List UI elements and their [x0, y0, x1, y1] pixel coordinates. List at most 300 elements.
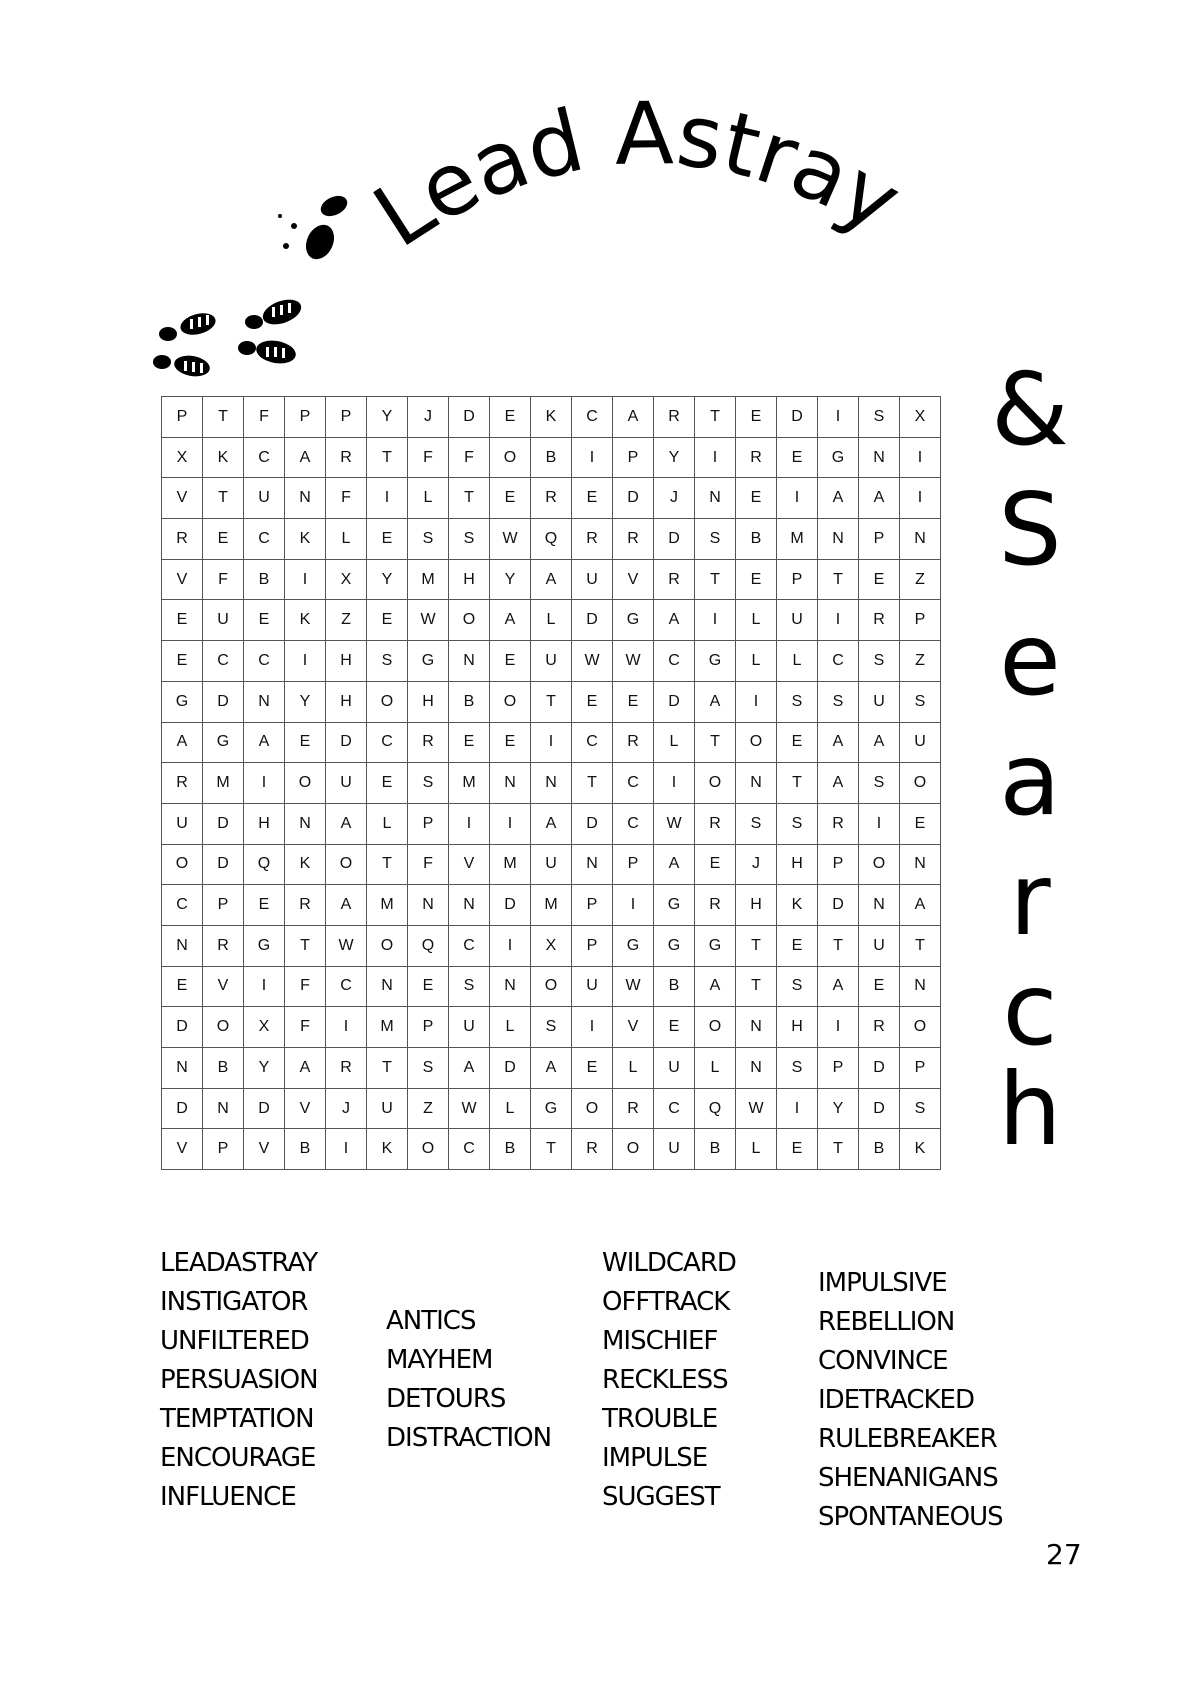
grid-cell[interactable]: S: [449, 519, 490, 560]
grid-cell[interactable]: O: [695, 763, 736, 804]
grid-cell[interactable]: V: [285, 1088, 326, 1129]
grid-cell[interactable]: K: [285, 519, 326, 560]
grid-cell[interactable]: K: [777, 885, 818, 926]
grid-cell[interactable]: A: [449, 1048, 490, 1089]
grid-cell[interactable]: G: [654, 885, 695, 926]
grid-cell[interactable]: C: [613, 763, 654, 804]
grid-cell[interactable]: N: [285, 803, 326, 844]
grid-cell[interactable]: I: [490, 803, 531, 844]
grid-cell[interactable]: I: [613, 885, 654, 926]
grid-cell[interactable]: U: [162, 803, 203, 844]
grid-cell[interactable]: T: [285, 925, 326, 966]
grid-cell[interactable]: G: [162, 681, 203, 722]
grid-cell[interactable]: A: [695, 966, 736, 1007]
grid-cell[interactable]: I: [367, 478, 408, 519]
grid-cell[interactable]: A: [531, 559, 572, 600]
grid-cell[interactable]: E: [654, 1007, 695, 1048]
grid-cell[interactable]: N: [695, 478, 736, 519]
grid-cell[interactable]: N: [203, 1088, 244, 1129]
grid-cell[interactable]: U: [859, 681, 900, 722]
grid-cell[interactable]: M: [408, 559, 449, 600]
grid-cell[interactable]: X: [162, 437, 203, 478]
grid-cell[interactable]: Y: [285, 681, 326, 722]
grid-cell[interactable]: F: [285, 1007, 326, 1048]
grid-cell[interactable]: E: [900, 803, 941, 844]
grid-cell[interactable]: I: [818, 1007, 859, 1048]
grid-cell[interactable]: S: [531, 1007, 572, 1048]
grid-cell[interactable]: Y: [490, 559, 531, 600]
grid-cell[interactable]: T: [695, 559, 736, 600]
grid-cell[interactable]: F: [408, 844, 449, 885]
grid-cell[interactable]: U: [654, 1048, 695, 1089]
grid-cell[interactable]: O: [326, 844, 367, 885]
grid-cell[interactable]: E: [162, 641, 203, 682]
grid-cell[interactable]: C: [572, 722, 613, 763]
grid-cell[interactable]: D: [203, 803, 244, 844]
grid-cell[interactable]: G: [695, 925, 736, 966]
grid-cell[interactable]: E: [736, 397, 777, 438]
grid-cell[interactable]: S: [777, 803, 818, 844]
grid-cell[interactable]: E: [613, 681, 654, 722]
grid-cell[interactable]: C: [654, 1088, 695, 1129]
grid-cell[interactable]: I: [572, 1007, 613, 1048]
grid-cell[interactable]: K: [367, 1129, 408, 1170]
grid-cell[interactable]: R: [695, 885, 736, 926]
grid-cell[interactable]: O: [162, 844, 203, 885]
grid-cell[interactable]: L: [326, 519, 367, 560]
grid-cell[interactable]: G: [408, 641, 449, 682]
grid-cell[interactable]: O: [900, 1007, 941, 1048]
grid-cell[interactable]: T: [818, 925, 859, 966]
grid-cell[interactable]: L: [490, 1088, 531, 1129]
grid-cell[interactable]: G: [203, 722, 244, 763]
grid-cell[interactable]: D: [859, 1048, 900, 1089]
grid-cell[interactable]: E: [367, 519, 408, 560]
grid-cell[interactable]: P: [572, 885, 613, 926]
grid-cell[interactable]: E: [736, 559, 777, 600]
grid-cell[interactable]: O: [572, 1088, 613, 1129]
grid-cell[interactable]: S: [777, 966, 818, 1007]
grid-cell[interactable]: M: [531, 885, 572, 926]
grid-cell[interactable]: E: [736, 478, 777, 519]
grid-cell[interactable]: E: [490, 641, 531, 682]
grid-cell[interactable]: N: [449, 885, 490, 926]
grid-cell[interactable]: L: [408, 478, 449, 519]
grid-cell[interactable]: A: [900, 885, 941, 926]
grid-cell[interactable]: D: [203, 681, 244, 722]
grid-cell[interactable]: D: [203, 844, 244, 885]
grid-cell[interactable]: V: [203, 966, 244, 1007]
grid-cell[interactable]: C: [818, 641, 859, 682]
grid-cell[interactable]: M: [203, 763, 244, 804]
grid-cell[interactable]: B: [285, 1129, 326, 1170]
grid-cell[interactable]: L: [490, 1007, 531, 1048]
grid-cell[interactable]: L: [654, 722, 695, 763]
grid-cell[interactable]: L: [777, 641, 818, 682]
grid-cell[interactable]: L: [531, 600, 572, 641]
grid-cell[interactable]: W: [449, 1088, 490, 1129]
grid-cell[interactable]: A: [859, 722, 900, 763]
grid-cell[interactable]: T: [818, 559, 859, 600]
grid-cell[interactable]: N: [818, 519, 859, 560]
grid-cell[interactable]: J: [736, 844, 777, 885]
grid-cell[interactable]: D: [326, 722, 367, 763]
grid-cell[interactable]: M: [490, 844, 531, 885]
grid-cell[interactable]: E: [285, 722, 326, 763]
grid-cell[interactable]: A: [531, 1048, 572, 1089]
grid-cell[interactable]: T: [572, 763, 613, 804]
grid-cell[interactable]: A: [695, 681, 736, 722]
grid-cell[interactable]: P: [408, 803, 449, 844]
grid-cell[interactable]: U: [203, 600, 244, 641]
grid-cell[interactable]: S: [900, 1088, 941, 1129]
grid-cell[interactable]: F: [203, 559, 244, 600]
grid-cell[interactable]: N: [900, 519, 941, 560]
grid-cell[interactable]: O: [490, 681, 531, 722]
grid-cell[interactable]: X: [326, 559, 367, 600]
grid-cell[interactable]: P: [818, 844, 859, 885]
grid-cell[interactable]: Z: [900, 641, 941, 682]
grid-cell[interactable]: B: [654, 966, 695, 1007]
grid-cell[interactable]: U: [777, 600, 818, 641]
grid-cell[interactable]: R: [531, 478, 572, 519]
grid-cell[interactable]: G: [695, 641, 736, 682]
grid-cell[interactable]: R: [203, 925, 244, 966]
grid-cell[interactable]: N: [736, 1048, 777, 1089]
grid-cell[interactable]: V: [449, 844, 490, 885]
grid-cell[interactable]: C: [244, 519, 285, 560]
grid-cell[interactable]: N: [900, 844, 941, 885]
grid-cell[interactable]: Q: [408, 925, 449, 966]
grid-cell[interactable]: G: [613, 925, 654, 966]
grid-cell[interactable]: O: [695, 1007, 736, 1048]
grid-cell[interactable]: Z: [326, 600, 367, 641]
grid-cell[interactable]: B: [859, 1129, 900, 1170]
grid-cell[interactable]: R: [326, 1048, 367, 1089]
grid-cell[interactable]: A: [613, 397, 654, 438]
grid-cell[interactable]: T: [203, 397, 244, 438]
grid-cell[interactable]: R: [162, 519, 203, 560]
grid-cell[interactable]: D: [613, 478, 654, 519]
grid-cell[interactable]: P: [900, 600, 941, 641]
grid-cell[interactable]: D: [572, 803, 613, 844]
grid-cell[interactable]: S: [859, 641, 900, 682]
grid-cell[interactable]: L: [736, 600, 777, 641]
grid-cell[interactable]: I: [736, 681, 777, 722]
grid-cell[interactable]: R: [162, 763, 203, 804]
grid-cell[interactable]: E: [490, 397, 531, 438]
grid-cell[interactable]: A: [818, 722, 859, 763]
grid-cell[interactable]: Q: [244, 844, 285, 885]
grid-cell[interactable]: R: [613, 722, 654, 763]
grid-cell[interactable]: X: [531, 925, 572, 966]
grid-cell[interactable]: Y: [367, 559, 408, 600]
grid-cell[interactable]: T: [900, 925, 941, 966]
grid-cell[interactable]: A: [859, 478, 900, 519]
grid-cell[interactable]: T: [531, 681, 572, 722]
grid-cell[interactable]: D: [244, 1088, 285, 1129]
grid-cell[interactable]: O: [449, 600, 490, 641]
grid-cell[interactable]: L: [613, 1048, 654, 1089]
grid-cell[interactable]: Q: [531, 519, 572, 560]
grid-cell[interactable]: A: [285, 1048, 326, 1089]
grid-cell[interactable]: X: [244, 1007, 285, 1048]
grid-cell[interactable]: H: [326, 641, 367, 682]
grid-cell[interactable]: I: [900, 437, 941, 478]
grid-cell[interactable]: F: [408, 437, 449, 478]
grid-cell[interactable]: Z: [408, 1088, 449, 1129]
grid-cell[interactable]: V: [613, 559, 654, 600]
grid-cell[interactable]: H: [326, 681, 367, 722]
grid-cell[interactable]: H: [736, 885, 777, 926]
grid-cell[interactable]: P: [777, 559, 818, 600]
grid-cell[interactable]: D: [449, 397, 490, 438]
grid-cell[interactable]: P: [818, 1048, 859, 1089]
grid-cell[interactable]: A: [531, 803, 572, 844]
grid-cell[interactable]: G: [613, 600, 654, 641]
grid-cell[interactable]: H: [777, 1007, 818, 1048]
grid-cell[interactable]: O: [613, 1129, 654, 1170]
grid-cell[interactable]: T: [449, 478, 490, 519]
grid-cell[interactable]: P: [326, 397, 367, 438]
grid-cell[interactable]: W: [736, 1088, 777, 1129]
grid-cell[interactable]: K: [900, 1129, 941, 1170]
grid-cell[interactable]: U: [367, 1088, 408, 1129]
grid-cell[interactable]: M: [367, 885, 408, 926]
grid-cell[interactable]: E: [244, 600, 285, 641]
grid-cell[interactable]: R: [654, 559, 695, 600]
grid-cell[interactable]: O: [367, 925, 408, 966]
grid-cell[interactable]: N: [531, 763, 572, 804]
grid-cell[interactable]: R: [613, 1088, 654, 1129]
grid-cell[interactable]: E: [408, 966, 449, 1007]
grid-cell[interactable]: I: [285, 641, 326, 682]
grid-cell[interactable]: C: [449, 925, 490, 966]
grid-cell[interactable]: V: [613, 1007, 654, 1048]
grid-cell[interactable]: K: [203, 437, 244, 478]
grid-cell[interactable]: B: [490, 1129, 531, 1170]
grid-cell[interactable]: G: [654, 925, 695, 966]
grid-cell[interactable]: A: [654, 844, 695, 885]
grid-cell[interactable]: N: [490, 763, 531, 804]
grid-cell[interactable]: D: [162, 1007, 203, 1048]
grid-cell[interactable]: W: [613, 641, 654, 682]
grid-cell[interactable]: U: [900, 722, 941, 763]
grid-cell[interactable]: U: [572, 559, 613, 600]
grid-cell[interactable]: O: [859, 844, 900, 885]
grid-cell[interactable]: W: [326, 925, 367, 966]
grid-cell[interactable]: I: [244, 763, 285, 804]
grid-cell[interactable]: J: [654, 478, 695, 519]
grid-cell[interactable]: C: [572, 397, 613, 438]
grid-cell[interactable]: T: [367, 844, 408, 885]
grid-cell[interactable]: N: [736, 1007, 777, 1048]
grid-cell[interactable]: M: [449, 763, 490, 804]
grid-cell[interactable]: R: [859, 1007, 900, 1048]
grid-cell[interactable]: D: [490, 885, 531, 926]
grid-cell[interactable]: C: [613, 803, 654, 844]
grid-cell[interactable]: C: [326, 966, 367, 1007]
grid-cell[interactable]: E: [367, 600, 408, 641]
grid-cell[interactable]: R: [654, 397, 695, 438]
grid-cell[interactable]: P: [408, 1007, 449, 1048]
grid-cell[interactable]: E: [572, 681, 613, 722]
grid-cell[interactable]: P: [203, 885, 244, 926]
grid-cell[interactable]: S: [859, 763, 900, 804]
grid-cell[interactable]: E: [572, 1048, 613, 1089]
grid-cell[interactable]: W: [572, 641, 613, 682]
grid-cell[interactable]: A: [490, 600, 531, 641]
grid-cell[interactable]: V: [244, 1129, 285, 1170]
grid-cell[interactable]: C: [449, 1129, 490, 1170]
grid-cell[interactable]: E: [162, 966, 203, 1007]
grid-cell[interactable]: E: [777, 722, 818, 763]
grid-cell[interactable]: B: [203, 1048, 244, 1089]
grid-cell[interactable]: M: [367, 1007, 408, 1048]
grid-cell[interactable]: P: [203, 1129, 244, 1170]
grid-cell[interactable]: I: [900, 478, 941, 519]
grid-cell[interactable]: Y: [244, 1048, 285, 1089]
grid-cell[interactable]: T: [736, 925, 777, 966]
grid-cell[interactable]: O: [408, 1129, 449, 1170]
grid-cell[interactable]: C: [654, 641, 695, 682]
grid-cell[interactable]: J: [408, 397, 449, 438]
grid-cell[interactable]: E: [777, 925, 818, 966]
grid-cell[interactable]: U: [859, 925, 900, 966]
grid-cell[interactable]: H: [449, 559, 490, 600]
grid-cell[interactable]: E: [490, 722, 531, 763]
grid-cell[interactable]: A: [818, 966, 859, 1007]
grid-cell[interactable]: S: [777, 681, 818, 722]
grid-cell[interactable]: U: [449, 1007, 490, 1048]
grid-cell[interactable]: H: [244, 803, 285, 844]
grid-cell[interactable]: N: [572, 844, 613, 885]
grid-cell[interactable]: Q: [695, 1088, 736, 1129]
grid-cell[interactable]: W: [654, 803, 695, 844]
grid-cell[interactable]: R: [736, 437, 777, 478]
grid-cell[interactable]: E: [490, 478, 531, 519]
grid-cell[interactable]: K: [285, 600, 326, 641]
grid-cell[interactable]: O: [900, 763, 941, 804]
grid-cell[interactable]: R: [326, 437, 367, 478]
grid-cell[interactable]: B: [531, 437, 572, 478]
grid-cell[interactable]: I: [449, 803, 490, 844]
grid-cell[interactable]: N: [162, 925, 203, 966]
grid-cell[interactable]: I: [777, 478, 818, 519]
grid-cell[interactable]: I: [326, 1129, 367, 1170]
grid-cell[interactable]: N: [367, 966, 408, 1007]
grid-cell[interactable]: O: [531, 966, 572, 1007]
grid-cell[interactable]: D: [818, 885, 859, 926]
grid-cell[interactable]: R: [572, 519, 613, 560]
grid-cell[interactable]: P: [859, 519, 900, 560]
grid-cell[interactable]: E: [695, 844, 736, 885]
grid-cell[interactable]: T: [203, 478, 244, 519]
grid-cell[interactable]: S: [900, 681, 941, 722]
grid-cell[interactable]: X: [900, 397, 941, 438]
grid-cell[interactable]: B: [449, 681, 490, 722]
grid-cell[interactable]: T: [695, 722, 736, 763]
grid-cell[interactable]: S: [695, 519, 736, 560]
grid-cell[interactable]: B: [695, 1129, 736, 1170]
grid-cell[interactable]: T: [531, 1129, 572, 1170]
grid-cell[interactable]: F: [449, 437, 490, 478]
grid-cell[interactable]: E: [449, 722, 490, 763]
grid-cell[interactable]: O: [490, 437, 531, 478]
grid-cell[interactable]: J: [326, 1088, 367, 1129]
grid-cell[interactable]: E: [203, 519, 244, 560]
grid-cell[interactable]: T: [818, 1129, 859, 1170]
grid-cell[interactable]: G: [531, 1088, 572, 1129]
grid-cell[interactable]: Y: [367, 397, 408, 438]
grid-cell[interactable]: S: [408, 519, 449, 560]
grid-cell[interactable]: U: [326, 763, 367, 804]
grid-cell[interactable]: W: [408, 600, 449, 641]
grid-cell[interactable]: I: [654, 763, 695, 804]
grid-cell[interactable]: S: [408, 763, 449, 804]
grid-cell[interactable]: I: [859, 803, 900, 844]
grid-cell[interactable]: L: [736, 641, 777, 682]
grid-cell[interactable]: D: [572, 600, 613, 641]
grid-cell[interactable]: A: [818, 478, 859, 519]
grid-cell[interactable]: S: [449, 966, 490, 1007]
grid-cell[interactable]: O: [285, 763, 326, 804]
grid-cell[interactable]: C: [244, 437, 285, 478]
grid-cell[interactable]: N: [449, 641, 490, 682]
grid-cell[interactable]: D: [859, 1088, 900, 1129]
grid-cell[interactable]: A: [326, 885, 367, 926]
grid-cell[interactable]: S: [777, 1048, 818, 1089]
grid-cell[interactable]: F: [244, 397, 285, 438]
grid-cell[interactable]: E: [244, 885, 285, 926]
grid-cell[interactable]: N: [285, 478, 326, 519]
grid-cell[interactable]: E: [367, 763, 408, 804]
grid-cell[interactable]: A: [285, 437, 326, 478]
grid-cell[interactable]: O: [203, 1007, 244, 1048]
grid-cell[interactable]: T: [695, 397, 736, 438]
grid-cell[interactable]: I: [695, 437, 736, 478]
grid-cell[interactable]: I: [326, 1007, 367, 1048]
grid-cell[interactable]: P: [285, 397, 326, 438]
grid-cell[interactable]: A: [818, 763, 859, 804]
grid-cell[interactable]: G: [244, 925, 285, 966]
grid-cell[interactable]: S: [367, 641, 408, 682]
grid-cell[interactable]: V: [162, 559, 203, 600]
grid-cell[interactable]: R: [818, 803, 859, 844]
grid-cell[interactable]: R: [859, 600, 900, 641]
grid-cell[interactable]: T: [367, 437, 408, 478]
grid-cell[interactable]: A: [244, 722, 285, 763]
grid-cell[interactable]: U: [572, 966, 613, 1007]
grid-cell[interactable]: P: [613, 844, 654, 885]
grid-cell[interactable]: I: [777, 1088, 818, 1129]
grid-cell[interactable]: U: [531, 844, 572, 885]
grid-cell[interactable]: R: [613, 519, 654, 560]
grid-cell[interactable]: W: [490, 519, 531, 560]
grid-cell[interactable]: E: [859, 966, 900, 1007]
grid-cell[interactable]: V: [162, 478, 203, 519]
grid-cell[interactable]: I: [818, 600, 859, 641]
grid-cell[interactable]: O: [367, 681, 408, 722]
grid-cell[interactable]: T: [777, 763, 818, 804]
grid-cell[interactable]: Z: [900, 559, 941, 600]
grid-cell[interactable]: F: [285, 966, 326, 1007]
grid-cell[interactable]: P: [900, 1048, 941, 1089]
grid-cell[interactable]: S: [736, 803, 777, 844]
grid-cell[interactable]: U: [244, 478, 285, 519]
grid-cell[interactable]: A: [654, 600, 695, 641]
grid-cell[interactable]: E: [572, 478, 613, 519]
